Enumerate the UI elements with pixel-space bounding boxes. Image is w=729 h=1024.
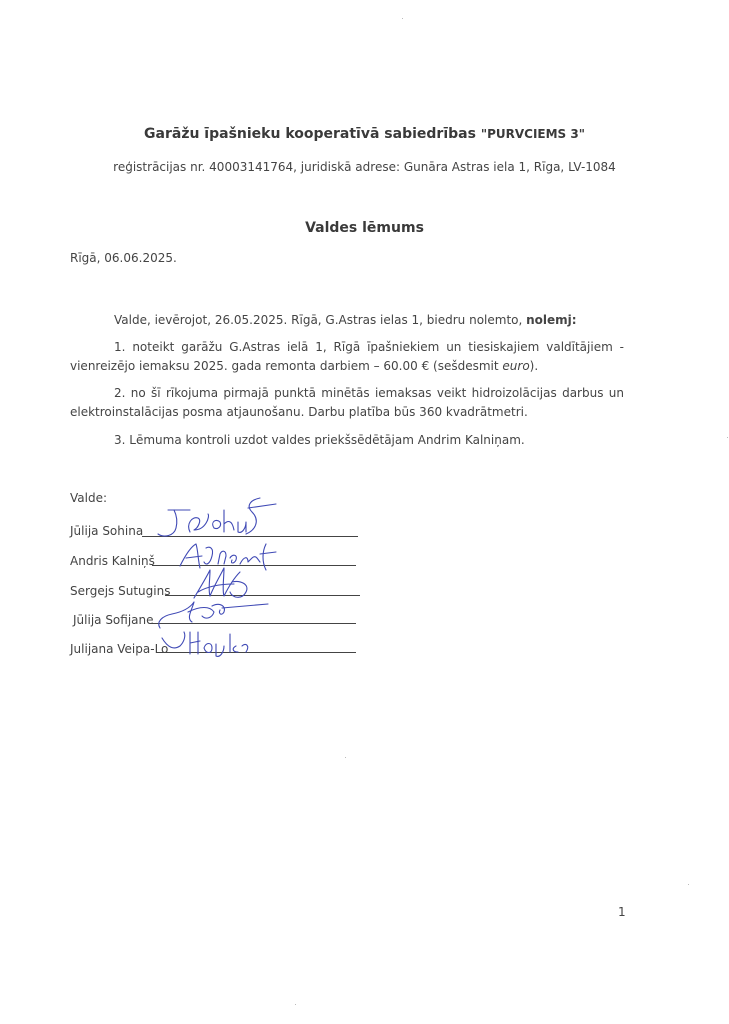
decision-title: Valdes lēmums [305,220,424,236]
board-member-name: Jūlija Sohina [70,524,144,538]
signature-row [70,520,143,539]
board-member-name: Jūlija Sofijane [73,613,154,627]
decision-item-2: 2. no šī rīkojuma pirmajā punktā minētās iemaksas veikt hidroizolācijas darbus un elektroinstalācijas posma atjaunošanu. Darbu platība būs 360 kvadrātmetri. [70,386,624,419]
intro-bold: nolemj: [526,313,577,327]
title-main: Garāžu īpašnieku kooperatīvā sabiedrības [144,126,476,142]
board-member-name: Sergejs Sutugins [70,584,171,598]
item1-text: 1. noteikt garāžu G.Astras ielā 1, Rīgā īpašniekiem un tiesiskajiem valdītājiem - vienreizējo iemaksu 2025. gada remonta darbiem – 60.00 € (sešdesmit [70,340,624,373]
signature-row [73,609,154,628]
title-organization-name: "PURVCIEMS 3" [480,127,585,141]
item1-end: ). [529,359,539,373]
document-title [0,126,729,142]
signature-row [70,638,168,657]
board-member-name: Andris Kalniņš [70,554,155,568]
item1-italic: euro [502,359,530,373]
decision-item-1 [70,338,624,376]
board-label: Valde: [70,491,108,505]
decision-item-3: 3. Lēmuma kontroli uzdot valdes priekšsēdētājam Andrim Kalniņam. [114,433,525,447]
registration-line: reģistrācijas nr. 40003141764, juridiskā adrese: Gunāra Astras iela 1, Rīga, LV-1084 [113,160,616,174]
place-date: Rīgā, 06.06.2025. [70,251,177,265]
board-member-name: Julijana Veipa-Lo [70,642,169,656]
signature-jveipalo [158,626,253,658]
decision-intro [70,311,624,330]
signature-row [70,550,155,569]
page-number: 1 [618,905,626,919]
signature-jsohina [150,490,280,545]
intro-text: Valde, ievērojot, 26.05.2025. Rīgā, G.Astras ielas 1, biedru nolemto, [114,313,523,327]
